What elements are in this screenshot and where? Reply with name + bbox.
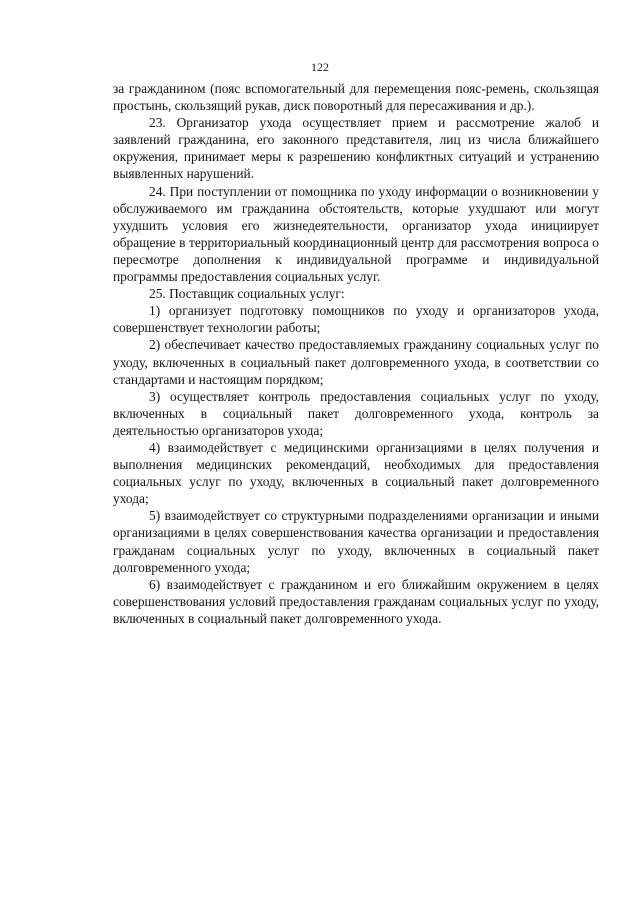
paragraph-item-25-heading: 25. Поставщик социальных услуг: <box>149 286 345 302</box>
paragraph-item-24: 24. При поступлении от помощника по уходу информации о возникновении у обслуживаемого им гражданина обстоятельств, которые ухудшают или могут ухудшить условия его жизнедеятельности, организатор ухода инициирует обращение в территориальный координационный центр для рассмотрения вопроса о пересмотре дополнения к индивидуальной программе и индивидуальной программы предоставления социальных услуг. <box>113 183 599 285</box>
list-item-5: 5) взаимодействует со структурными подразделениями организации и иными организациями в целях совершенствования качества организации и предоставления гражданам социальных услуг по уходу, включенных в социальный пакет долговременного ухода; <box>113 508 599 575</box>
paragraph-item-23: 23. Организатор ухода осуществляет прием и рассмотрение жалоб и заявлений гражданина, его законного представителя, лиц из числа ближайшего окружения, принимает меры к разрешению конфликтных ситуаций и устранению выявленных нарушений. <box>113 115 599 182</box>
paragraph-continuation: за гражданином (пояс вспомогательный для перемещения пояс-ремень, скользящая простынь, скользящий рукав, диск поворотный для пересаживания и др.). <box>113 81 599 114</box>
list-item-2: 2) обеспечивает качество предоставляемых гражданину социальных услуг по уходу, включенных в социальный пакет долговременного ухода, в соответствии со стандартами и настоящим порядком; <box>113 337 599 387</box>
list-item-4: 4) взаимодействует с медицинскими организациями в целях получения и выполнения медицинских рекомендаций, необходимых для предоставления социальных услуг по уходу, включенных в социальный пакет долговременного ухода; <box>113 439 599 507</box>
document-body <box>113 80 599 627</box>
page-number: 122 <box>311 60 329 74</box>
list-item-3: 3) осуществляет контроль предоставления социальных услуг по уходу, включенных в социальный пакет долговременного ухода, контроль за деятельностью организаторов ухода; <box>113 388 599 438</box>
list-item-6: 6) взаимодействует с гражданином и его ближайшим окружением в целях совершенствования условий предоставления гражданам социальных услуг по уходу, включенных в социальный пакет долговременного ухода. <box>113 576 599 626</box>
list-item-1: 1) организует подготовку помощников по уходу и организаторов ухода, совершенствует технологии работы; <box>113 303 599 336</box>
